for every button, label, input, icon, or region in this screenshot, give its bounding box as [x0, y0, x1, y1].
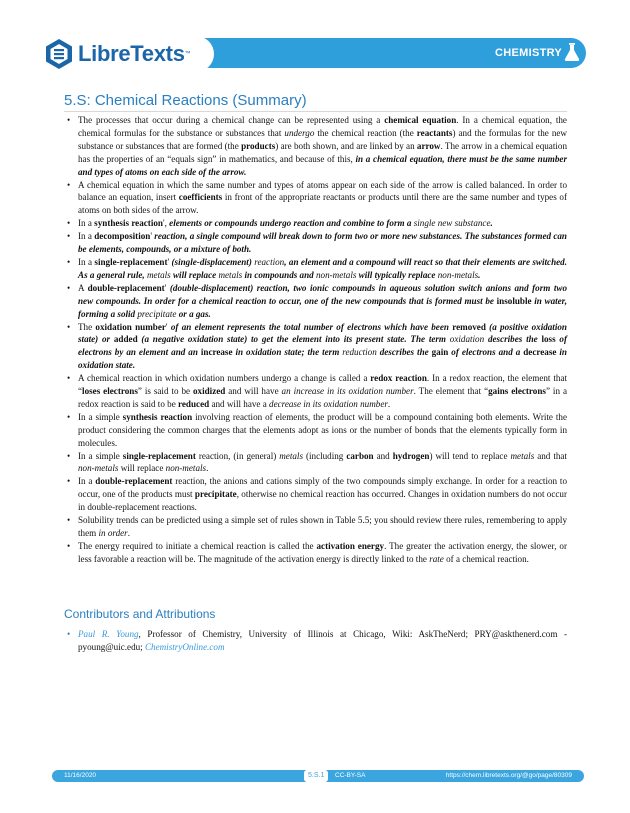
text-run: in water, forming a solid [78, 295, 567, 319]
text-run: In a [78, 218, 95, 229]
text-run: precipitate [137, 308, 177, 319]
summary-bullet [78, 321, 567, 373]
text-run: in front of the appropriate reactants or products until there are the same number and types of atoms on both sides of the arrow. [78, 192, 567, 216]
text-run: . [206, 463, 209, 474]
text-run: double-replacement [87, 282, 165, 293]
text-run: and [373, 450, 393, 461]
text-run: ' [150, 231, 155, 242]
summary-bullet [78, 475, 567, 514]
page-footer [52, 770, 584, 782]
libretexts-logo-icon [44, 38, 74, 70]
text-run: single-replacement [94, 256, 168, 267]
page-header [0, 0, 630, 84]
contributors-heading: Contributors and Attributions [64, 607, 216, 621]
text-run: loss [541, 334, 556, 345]
summary-bullet [78, 411, 567, 450]
text-run: decrease [523, 347, 557, 358]
text-run: or a gas. [176, 308, 211, 319]
text-run: ' [165, 321, 171, 332]
text-run: double-replacement [95, 476, 173, 487]
summary-bullet [78, 230, 567, 256]
text-run: A chemical equation in which the same number and types of atoms appear on each side of the arrow is called balanced. In order to balance an equation, insert [78, 179, 567, 203]
summary-bullet [78, 282, 567, 321]
text-run: synthesis reaction [94, 218, 163, 229]
text-run: ) and the formulas for the new substance or substances that are formed (the [78, 127, 567, 151]
text-run: the chemical reaction (the [314, 127, 417, 138]
text-run: reaction [251, 256, 285, 267]
flask-icon [563, 42, 581, 62]
text-run: reaction, a single compound will break down to form two or more new substances. The substances formed can be elements, compounds, or a mixture of both. [78, 231, 567, 255]
summary-bullet [78, 514, 567, 540]
text-run: non-metals [78, 463, 119, 474]
text-run: describes the [376, 347, 432, 358]
text-run: In a simple [78, 411, 123, 422]
text-run: and that [534, 450, 567, 461]
summary-bullet [78, 540, 567, 566]
text-run: added [113, 334, 138, 345]
text-run: single-replacement [122, 450, 196, 461]
subject-label[interactable]: CHEMISTRY [495, 47, 563, 59]
text-run: ', [162, 218, 170, 229]
text-run: arrow [416, 140, 441, 151]
text-run: metals [279, 450, 303, 461]
text-run: ' [164, 282, 170, 293]
text-run: and will have a [209, 398, 270, 409]
text-run: of electrons and a [448, 347, 524, 358]
text-run: will typically replace [356, 269, 438, 280]
text-run: , otherwise no chemical reaction has occurred. Changes in oxidation numbers do not occur in double-replacement reactions. [78, 489, 568, 513]
text-run: increase [200, 347, 233, 358]
text-run: ' [167, 256, 172, 267]
text-run: single new substance [413, 218, 491, 229]
text-run: reduced [178, 398, 210, 409]
text-run: of a chemical reaction. [443, 553, 529, 564]
text-run: in oxidation state; the term [232, 347, 343, 358]
text-run: decrease in its oxidation number [269, 398, 388, 409]
text-run: non-metals [437, 269, 479, 280]
text-run: reaction, (in general) [195, 450, 280, 461]
text-run: in order [98, 528, 128, 538]
text-run: an increase in its oxidation number [281, 386, 414, 397]
title-divider [64, 111, 567, 112]
text-run: metals [510, 450, 535, 461]
text-run: . The arrow in a chemical equation has the properties of an “equals sign” in mathematics, and because of this, [78, 140, 567, 164]
text-run: chemical equation [384, 115, 457, 125]
text-run: precipitate [194, 489, 237, 500]
text-run: (a negative oxidation state) to get the element into its present state. The term [137, 334, 450, 345]
text-run: non-metals [315, 269, 357, 280]
text-run: . The element that “ [413, 386, 489, 397]
text-run: . [387, 398, 391, 409]
text-run: will replace [118, 463, 166, 474]
contributors-list [64, 628, 567, 654]
text-run: The energy required to initiate a chemical reaction is called the [78, 540, 317, 551]
libretexts-logo[interactable] [44, 36, 214, 72]
text-run: in compounds and [242, 269, 316, 280]
footer-url[interactable]: https://chem.libretexts.org/@go/page/80309 [445, 772, 572, 779]
text-run: of electrons by an element and an [78, 334, 568, 358]
text-run: . [478, 269, 481, 280]
contributor-item [78, 628, 567, 654]
summary-bullet [78, 450, 567, 476]
text-run: in oxidation state. [78, 347, 567, 371]
text-run: ” in a redox reaction is said to be [78, 386, 567, 409]
text-run: reactants [416, 127, 453, 138]
text-run: gain [431, 347, 449, 358]
summary-bullet [78, 217, 567, 230]
text-run: activation energy [316, 540, 385, 551]
text-run: oxidation number [95, 321, 166, 332]
text-run: In a simple [78, 450, 123, 461]
summary-bullet [78, 256, 567, 282]
logo-text: LibreTexts [78, 41, 185, 66]
text-run: gains electrons [488, 386, 546, 397]
text-run: redox reaction [370, 373, 427, 384]
text-run: In a [78, 476, 96, 487]
text-run: . In a chemical equation, the chemical formulas for the substance or substances that [78, 115, 567, 138]
text-run: ) are both shown, and are linked by an [275, 140, 417, 151]
text-run: elements or compounds undergo reaction and combine to form a [169, 218, 414, 229]
text-run: , an element and a compound will react so that their elements are switched. As a general rule, [78, 256, 567, 280]
text-run: , Professor of Chemistry, University of Illinois at Chicago, Wiki: AskTheNerd; PRY@askthenerd.com - pyoung@uic.edu; [78, 629, 568, 652]
text-run: (including [302, 450, 347, 461]
text-run: loses electrons [82, 386, 138, 397]
text-run: will replace [170, 269, 219, 280]
text-run: (single-displacement) [171, 256, 252, 267]
text-run: oxidized [192, 386, 226, 397]
text-run: Solubility trends can be predicted using a simple set of rules shown in Table 5.5; you should review there rules, remembering to apply them [78, 515, 567, 538]
text-run: In a [78, 256, 95, 267]
text-run: (double-displacement) reaction, two ionic compounds in aqueous solution switch anions and form two new compounds. In order for a chemical reaction to occur, one of the new compounds that is formed must be [78, 282, 567, 306]
text-run: coefficients [178, 192, 223, 203]
logo-trademark: ™ [184, 51, 191, 57]
text-run: A [78, 282, 88, 293]
text-run: . [127, 528, 130, 538]
summary-list [64, 114, 567, 566]
link[interactable]: ChemistryOnline.com [144, 641, 225, 652]
text-run: . The greater the activation energy, the slower, or less favorable a reaction will be. The magnitude of the activation energy is directly linked to the [78, 540, 567, 564]
page-title: 5.S: Chemical Reactions (Summary) [64, 92, 307, 109]
text-run: in a chemical equation, there must be the same number and types of atoms on each side of the arrow. [78, 153, 567, 177]
text-run: A chemical reaction in which oxidation numbers undergo a change is called a [78, 373, 371, 384]
text-run: ” is said to be [137, 386, 193, 397]
text-run: The processes that occur during a chemical change can be represented using a [78, 115, 385, 125]
text-run: decomposition [94, 231, 151, 242]
text-run: and will have [225, 386, 282, 397]
summary-bullet [78, 114, 567, 179]
text-run: The [78, 321, 96, 332]
text-run: carbon [346, 450, 374, 461]
text-run: ) will tend to replace [429, 450, 511, 461]
text-run: of an element represents the total number of electrons which have been [170, 321, 453, 332]
text-run: . In a redox reaction, the element that “ [78, 373, 568, 397]
text-run: removed [452, 321, 486, 332]
text-run: reduction [342, 347, 377, 358]
link[interactable]: Paul R. Young [78, 629, 139, 639]
summary-bullet [78, 179, 567, 218]
summary-bullet [78, 372, 567, 411]
footer-date: 11/16/2020 [64, 772, 97, 779]
text-run: insoluble [496, 295, 532, 306]
text-run: metals [218, 269, 243, 280]
text-run: involving reaction of elements, the product will be a compound containing both elements. Write the product considering the common charges that the elements adopt as ions or the number of bonds that the elements typically form in molecules. [78, 411, 567, 448]
text-run: In a [78, 231, 95, 242]
text-run: undergo [284, 127, 315, 138]
text-run: metals [146, 269, 171, 280]
text-run: synthesis reaction [122, 411, 193, 422]
text-run: hydrogen [392, 450, 430, 461]
text-run: products [241, 140, 276, 151]
text-run: oxidation [449, 334, 485, 345]
text-run: (a positive oxidation state) or [78, 321, 567, 345]
text-run: reaction, the anions and cations simply of the two compounds simply exchange. In order for a reaction to occur, one of the products must [78, 476, 567, 500]
text-run: non-metals [165, 463, 207, 474]
text-run: . [490, 218, 493, 229]
text-run: describes the [484, 334, 542, 345]
footer-license: CC-BY-SA [335, 772, 366, 779]
text-run: rate [429, 553, 444, 564]
footer-page-number: 5.S.1 [304, 770, 328, 782]
